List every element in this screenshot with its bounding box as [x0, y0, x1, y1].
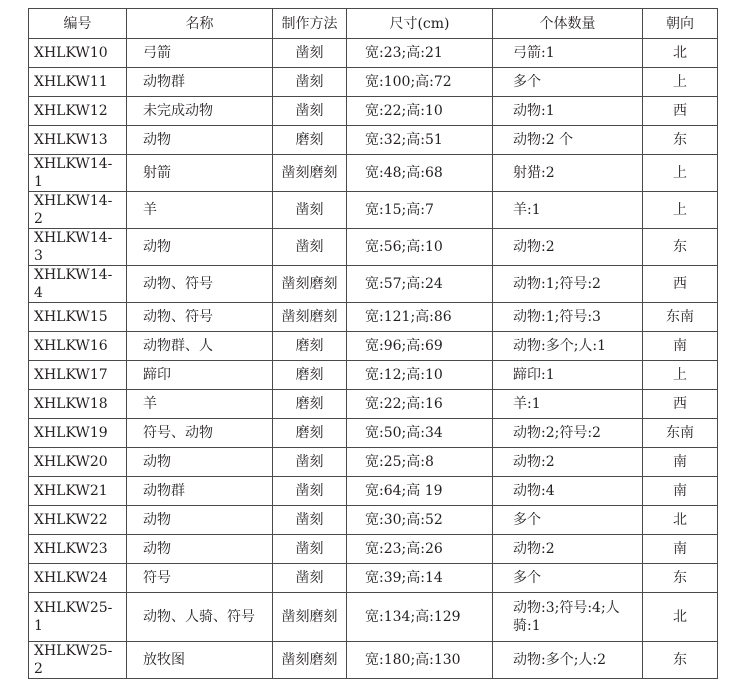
cell-size: 宽:100;高:72	[347, 68, 493, 97]
cell-direction: 南	[643, 448, 718, 477]
table-row	[29, 266, 718, 303]
cell-code: XHLKW21	[29, 477, 127, 506]
cell-method: 凿刻磨刻	[273, 155, 347, 192]
cell-name: 符号	[127, 564, 273, 593]
cell-method: 凿刻	[273, 506, 347, 535]
cell-method: 磨刻	[273, 332, 347, 361]
cell-code: XHLKW17	[29, 361, 127, 390]
cell-code: XHLKW16	[29, 332, 127, 361]
cell-size: 宽:39;高:14	[347, 564, 493, 593]
table-row	[29, 68, 718, 97]
cell-size: 宽:22;高:16	[347, 390, 493, 419]
cell-direction: 西	[643, 266, 718, 303]
cell-size: 宽:64;高 19	[347, 477, 493, 506]
cell-name: 符号、动物	[127, 419, 273, 448]
cell-quantity: 弓箭:1	[493, 39, 643, 68]
cell-name: 射箭	[127, 155, 273, 192]
header-method: 制作方法	[273, 9, 347, 39]
cell-quantity: 射猎:2	[493, 155, 643, 192]
cell-method: 凿刻	[273, 192, 347, 229]
cell-code: XHLKW18	[29, 390, 127, 419]
cell-size: 宽:30;高:52	[347, 506, 493, 535]
cell-direction: 北	[643, 506, 718, 535]
header-row	[29, 9, 718, 39]
table-row	[29, 419, 718, 448]
cell-name: 蹄印	[127, 361, 273, 390]
cell-code: XHLKW25-2	[29, 642, 127, 679]
cell-code: XHLKW23	[29, 535, 127, 564]
cell-size: 宽:12;高:10	[347, 361, 493, 390]
cell-name: 未完成动物	[127, 97, 273, 126]
cell-method: 凿刻磨刻	[273, 266, 347, 303]
cell-code: XHLKW10	[29, 39, 127, 68]
cell-code: XHLKW14-4	[29, 266, 127, 303]
cell-quantity: 动物:3;符号:4;人骑:1	[493, 593, 643, 642]
cell-size: 宽:48;高:68	[347, 155, 493, 192]
cell-size: 宽:32;高:51	[347, 126, 493, 155]
cell-code: XHLKW14-3	[29, 229, 127, 266]
cell-method: 磨刻	[273, 419, 347, 448]
cell-direction: 北	[643, 593, 718, 642]
cell-direction: 上	[643, 68, 718, 97]
table-row	[29, 155, 718, 192]
cell-direction: 东	[643, 642, 718, 679]
cell-method: 凿刻	[273, 535, 347, 564]
cell-size: 宽:15;高:7	[347, 192, 493, 229]
cell-method: 凿刻	[273, 448, 347, 477]
header-code: 编号	[29, 9, 127, 39]
cell-size: 宽:23;高:26	[347, 535, 493, 564]
cell-direction: 东南	[643, 303, 718, 332]
table-row	[29, 506, 718, 535]
cell-name: 动物	[127, 448, 273, 477]
cell-method: 凿刻	[273, 97, 347, 126]
table-row	[29, 39, 718, 68]
cell-size: 宽:23;高:21	[347, 39, 493, 68]
table-row	[29, 192, 718, 229]
cell-size: 宽:96;高:69	[347, 332, 493, 361]
cell-direction: 北	[643, 39, 718, 68]
cell-quantity: 多个	[493, 564, 643, 593]
petroglyph-table	[28, 8, 718, 679]
cell-size: 宽:50;高:34	[347, 419, 493, 448]
table-row	[29, 448, 718, 477]
cell-size: 宽:134;高:129	[347, 593, 493, 642]
table-row	[29, 593, 718, 642]
cell-name: 动物群、人	[127, 332, 273, 361]
cell-name: 动物	[127, 126, 273, 155]
cell-quantity: 羊:1	[493, 390, 643, 419]
table-row	[29, 477, 718, 506]
cell-direction: 西	[643, 97, 718, 126]
cell-name: 动物	[127, 229, 273, 266]
cell-quantity: 动物:2;符号:2	[493, 419, 643, 448]
cell-quantity: 动物:2 个	[493, 126, 643, 155]
cell-method: 凿刻磨刻	[273, 642, 347, 679]
table-row	[29, 332, 718, 361]
header-direction: 朝向	[643, 9, 718, 39]
cell-code: XHLKW11	[29, 68, 127, 97]
cell-size: 宽:180;高:130	[347, 642, 493, 679]
cell-name: 弓箭	[127, 39, 273, 68]
cell-method: 磨刻	[273, 361, 347, 390]
cell-quantity: 动物:多个;人:1	[493, 332, 643, 361]
table-row	[29, 303, 718, 332]
cell-code: XHLKW25-1	[29, 593, 127, 642]
cell-code: XHLKW15	[29, 303, 127, 332]
cell-code: XHLKW20	[29, 448, 127, 477]
cell-quantity: 动物:2	[493, 535, 643, 564]
cell-name: 羊	[127, 390, 273, 419]
cell-method: 凿刻	[273, 39, 347, 68]
table-row	[29, 126, 718, 155]
cell-direction: 西	[643, 390, 718, 419]
cell-direction: 南	[643, 477, 718, 506]
cell-name: 动物	[127, 506, 273, 535]
cell-size: 宽:56;高:10	[347, 229, 493, 266]
cell-name: 动物	[127, 535, 273, 564]
cell-code: XHLKW12	[29, 97, 127, 126]
cell-direction: 东南	[643, 419, 718, 448]
cell-quantity: 蹄印:1	[493, 361, 643, 390]
cell-code: XHLKW24	[29, 564, 127, 593]
cell-quantity: 动物:1	[493, 97, 643, 126]
table-row	[29, 535, 718, 564]
header-size: 尺寸(cm)	[347, 9, 493, 39]
cell-method: 磨刻	[273, 390, 347, 419]
cell-code: XHLKW14-1	[29, 155, 127, 192]
cell-direction: 上	[643, 155, 718, 192]
cell-quantity: 多个	[493, 68, 643, 97]
table-row	[29, 564, 718, 593]
cell-method: 磨刻	[273, 126, 347, 155]
cell-quantity: 动物:1;符号:3	[493, 303, 643, 332]
cell-code: XHLKW22	[29, 506, 127, 535]
cell-direction: 上	[643, 192, 718, 229]
table-row	[29, 390, 718, 419]
table-row	[29, 97, 718, 126]
cell-quantity: 动物:1;符号:2	[493, 266, 643, 303]
cell-direction: 南	[643, 332, 718, 361]
table-row	[29, 229, 718, 266]
table-container	[28, 8, 718, 679]
cell-size: 宽:25;高:8	[347, 448, 493, 477]
table-body	[29, 39, 718, 679]
cell-method: 凿刻磨刻	[273, 303, 347, 332]
cell-method: 凿刻	[273, 564, 347, 593]
cell-name: 动物、符号	[127, 303, 273, 332]
cell-name: 羊	[127, 192, 273, 229]
cell-name: 动物群	[127, 477, 273, 506]
header-name: 名称	[127, 9, 273, 39]
cell-size: 宽:57;高:24	[347, 266, 493, 303]
cell-method: 凿刻	[273, 68, 347, 97]
cell-name: 放牧图	[127, 642, 273, 679]
cell-direction: 东	[643, 229, 718, 266]
header-quantity: 个体数量	[493, 9, 643, 39]
cell-quantity: 多个	[493, 506, 643, 535]
cell-code: XHLKW19	[29, 419, 127, 448]
cell-name: 动物群	[127, 68, 273, 97]
table-row	[29, 642, 718, 679]
cell-direction: 上	[643, 361, 718, 390]
cell-method: 凿刻	[273, 229, 347, 266]
cell-quantity: 羊:1	[493, 192, 643, 229]
table-row	[29, 361, 718, 390]
cell-direction: 南	[643, 535, 718, 564]
cell-code: XHLKW13	[29, 126, 127, 155]
cell-name: 动物、人骑、符号	[127, 593, 273, 642]
cell-direction: 东	[643, 126, 718, 155]
cell-quantity: 动物:4	[493, 477, 643, 506]
cell-method: 凿刻磨刻	[273, 593, 347, 642]
cell-name: 动物、符号	[127, 266, 273, 303]
cell-method: 凿刻	[273, 477, 347, 506]
cell-quantity: 动物:2	[493, 448, 643, 477]
cell-quantity: 动物:多个;人:2	[493, 642, 643, 679]
cell-size: 宽:121;高:86	[347, 303, 493, 332]
cell-quantity: 动物:2	[493, 229, 643, 266]
cell-size: 宽:22;高:10	[347, 97, 493, 126]
cell-code: XHLKW14-2	[29, 192, 127, 229]
cell-direction: 东	[643, 564, 718, 593]
